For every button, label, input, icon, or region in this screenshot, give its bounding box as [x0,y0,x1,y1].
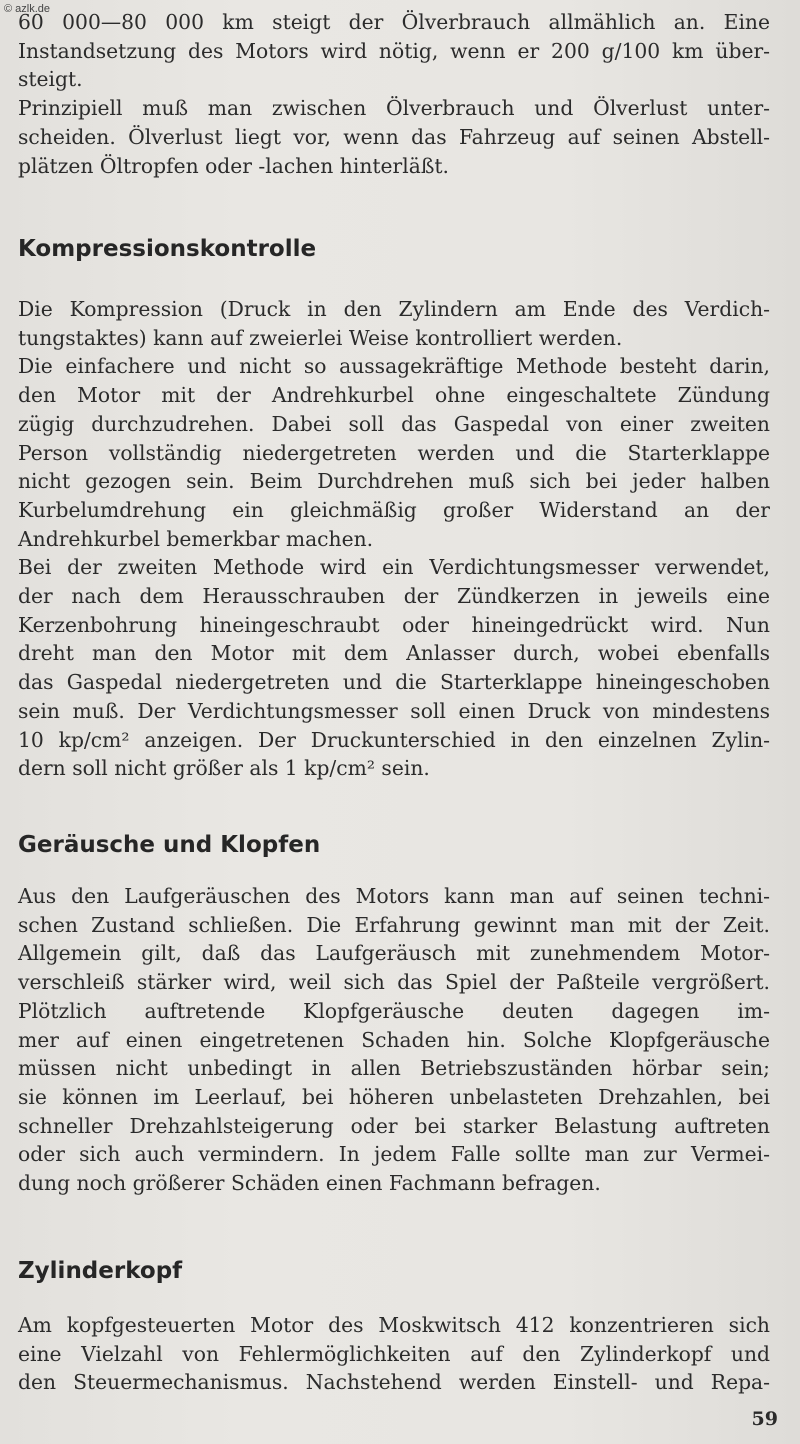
section-body-geraeusche [18,882,770,1198]
text-line: Allgemein gilt, daß das Laufgeräusch mit zunehmendem Motor- [18,941,770,966]
text-line: Instandsetzung des Motors wird nötig, wenn er 200 g/100 km über- [18,38,770,63]
text-line: sie können im Leerlauf, bei höheren unbelasteten Drehzahlen, bei [18,1084,770,1109]
text-line: Prinzipiell muß man zwischen Ölverbrauch und Ölverlust unter- [18,96,770,121]
watermark: © azlk.de [4,3,51,15]
section-heading-geraeusche: Geräusche und Klopfen [18,832,321,858]
text-line: Aus den Laufgeräuschen des Motors kann man auf seinen techni- [18,884,770,908]
text-line: schneller Drehzahlsteigerung oder bei starker Belastung auftreten [18,1113,770,1138]
text-line: Plötzlich auftretende Klopfgeräusche deuten dagegen im- [18,998,770,1023]
text-line: Kurbelumdrehung ein gleichmäßig großer Widerstand an der [18,497,770,522]
section-heading-kompressionskontrolle: Kompressionskontrolle [18,236,317,262]
text-line: plätzen Öltropfen oder -lachen hinterläßt. [18,153,449,178]
text-line: sein muß. Der Verdichtungsmesser soll einen Druck von mindestens [18,698,770,723]
text-line: zügig durchzudrehen. Dabei soll das Gaspedal von einer zweiten [18,411,770,436]
text-line: mer auf einen eingetretenen Schaden hin. Solche Klopfgeräusche [18,1027,770,1052]
text-line: müssen nicht unbedingt in allen Betriebszuständen hörbar sein; [18,1056,770,1081]
text-line: 10 kp/cm² anzeigen. Der Druckunterschied in den einzelnen Zylin- [18,727,770,752]
text-line: Andrehkurbel bemerkbar machen. [18,526,374,551]
intro-paragraph [18,8,770,180]
text-line: 60 000—80 000 km steigt der Ölverbrauch allmählich an. Eine [18,10,770,34]
text-line: eine Vielzahl von Fehlermöglichkeiten auf den Zylinderkopf und [18,1341,770,1366]
text-line: Kerzenbohrung hineingeschraubt oder hineingedrückt wird. Nun [18,612,770,637]
text-line: nicht gezogen sein. Beim Durchdrehen muß sich bei jeder halben [18,469,770,494]
section-body-kompressionskontrolle [18,295,770,783]
text-line: Am kopfgesteuerten Motor des Moskwitsch 412 konzentrieren sich [18,1313,770,1337]
text-line: oder sich auch vermindern. In jedem Falle sollte man zur Vermei- [18,1142,770,1167]
text-line: den Steuermechanismus. Nachstehend werden Einstell- und Repa- [18,1370,770,1395]
text-line: dreht man den Motor mit dem Anlasser durch, wobei ebenfalls [18,641,770,666]
text-line: Bei der zweiten Methode wird ein Verdichtungsmesser verwendet, [18,555,770,580]
text-line: schen Zustand schließen. Die Erfahrung gewinnt man mit der Zeit. [18,912,770,937]
text-line: dern soll nicht größer als 1 kp/cm² sein. [18,756,430,781]
text-line: verschleiß stärker wird, weil sich das Spiel der Paßteile vergrößert. [18,970,770,995]
section-body-zylinderkopf [18,1311,770,1397]
text-line: das Gaspedal niedergetreten und die Starterklappe hineingeschoben [18,670,770,695]
section-heading-zylinderkopf: Zylinderkopf [18,1258,183,1284]
text-line: tungstaktes) kann auf zweierlei Weise kontrolliert werden. [18,325,623,350]
text-line: Die Kompression (Druck in den Zylindern am Ende des Verdich- [18,297,770,321]
text-line: Person vollständig niedergetreten werden und die Starterklappe [18,440,770,465]
text-line: steigt. [18,67,83,92]
page-number: 59 [751,1408,778,1430]
text-line: den Motor mit der Andrehkurbel ohne eingeschaltete Zündung [18,383,770,408]
text-line: der nach dem Herausschrauben der Zündkerzen in jeweils eine [18,584,770,609]
text-line: scheiden. Ölverlust liegt vor, wenn das Fahrzeug auf seinen Abstell- [18,124,770,149]
text-line: dung noch größerer Schäden einen Fachmann befragen. [18,1171,601,1196]
text-line: Die einfachere und nicht so aussagekräftige Methode besteht darin, [18,354,770,379]
